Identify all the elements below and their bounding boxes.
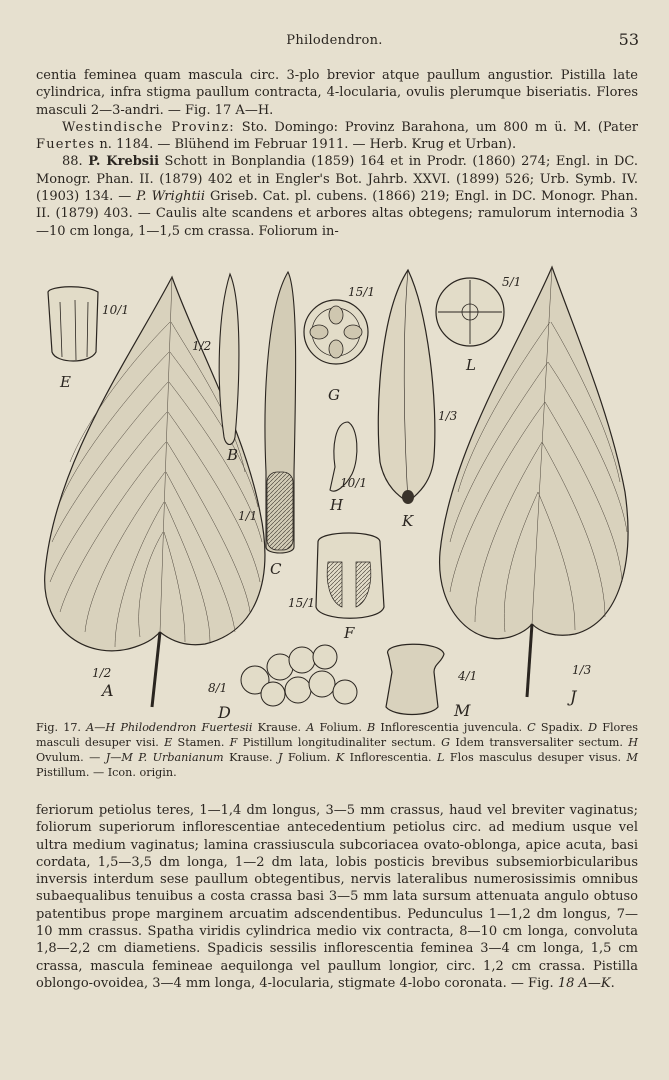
paragraph-krebsii bbox=[36, 153, 638, 239]
caption-text: Flores masculi desuper visi. bbox=[36, 721, 638, 749]
species-name: P. Krebsii bbox=[88, 154, 160, 170]
label-d: D bbox=[218, 703, 231, 722]
synonym-name: P. Wrightii bbox=[136, 189, 205, 205]
pistil-cross-section-g-drawing bbox=[304, 300, 368, 364]
caption-text: Folium. bbox=[282, 751, 336, 764]
scale-l: 5/1 bbox=[502, 275, 522, 289]
label-b: B bbox=[227, 446, 239, 464]
paragraph-krebsii-continued bbox=[36, 802, 638, 992]
spadix-c-drawing bbox=[265, 272, 296, 553]
caption-letter: A bbox=[306, 721, 315, 734]
caption-text: Inflorescentia juvencula. bbox=[375, 721, 528, 734]
caption-species-1: Philodendron Fuertesii bbox=[120, 721, 253, 734]
label-e: E bbox=[60, 373, 71, 391]
scale-d: 8/1 bbox=[208, 681, 228, 695]
caption-letter: L bbox=[437, 751, 445, 764]
caption-letter: E bbox=[164, 736, 173, 749]
label-f: F bbox=[344, 624, 355, 642]
scale-k: 1/3 bbox=[438, 409, 458, 423]
body-text-bottom bbox=[36, 802, 638, 992]
caption-range-2: J—M bbox=[105, 751, 133, 764]
label-k: K bbox=[402, 512, 414, 530]
scale-j: 1/3 bbox=[572, 663, 592, 677]
caption-text: Pistillum. — Icon. origin. bbox=[36, 766, 177, 779]
scale-a: 1/2 bbox=[92, 666, 112, 680]
stamen-e-drawing bbox=[48, 287, 98, 361]
sentence-end: . bbox=[610, 975, 615, 991]
citation-text: Schott in Bonplandia (1859) 164 et in Prodr. (1860) 274; Engl. in DC. Monogr. Phan. II. (1879) 402 et in Engler's Bot. Jahrb. XXVI. (1899) 526; Urb. Symb. IV. (1903) 134. — bbox=[36, 154, 638, 205]
caption-text: Pistillum longitudinaliter sectum. bbox=[237, 736, 442, 749]
body-text-top bbox=[36, 67, 638, 240]
label-a: A bbox=[102, 681, 114, 700]
figure-caption bbox=[36, 720, 638, 780]
label-g: G bbox=[328, 386, 340, 404]
specimen-text: n. 1184. — Blühend im Februar 1911. — Herb. Krug et Urban). bbox=[95, 137, 517, 153]
label-m: M bbox=[454, 701, 471, 720]
young-inflorescence-b-drawing bbox=[219, 274, 239, 445]
caption-text: Ovulum. — bbox=[36, 751, 106, 764]
caption-text: Stamen. bbox=[172, 736, 230, 749]
caption-letter: K bbox=[335, 751, 345, 764]
scale-e: 10/1 bbox=[102, 303, 129, 317]
caption-text: Flos masculus desuper visus. bbox=[444, 751, 627, 764]
caption-text: Inflorescentia. bbox=[344, 751, 438, 764]
locality-text: Sto. Domingo: Provinz Barahona, um 800 m ü. M. (Pater bbox=[234, 119, 638, 135]
inflorescence-k-drawing bbox=[378, 270, 435, 504]
page-number: 53 bbox=[618, 30, 639, 49]
label-l: L bbox=[466, 356, 476, 374]
label-j: J bbox=[570, 687, 577, 706]
caption-letter: J bbox=[278, 751, 283, 764]
scale-m: 4/1 bbox=[458, 669, 478, 683]
caption-text: Folium. bbox=[314, 721, 368, 734]
caption-fig-number: Fig. 17. bbox=[36, 721, 81, 734]
scale-f: 15/1 bbox=[288, 596, 315, 610]
caption-species-2: P. Urbanianum bbox=[138, 751, 224, 764]
scale-g: 15/1 bbox=[348, 285, 375, 299]
caption-letter: G bbox=[441, 736, 451, 749]
caption-text: Krause. bbox=[252, 721, 307, 734]
caption-text: Idem transversaliter sectum. bbox=[450, 736, 629, 749]
paragraph-distribution bbox=[36, 119, 638, 154]
paragraph-fuertesii-end: centia feminea quam mascula circ. 3-plo brevior atque paullum angustior. Pistilla late cylindrica, infra stigma paullum contracta, 4-locularia, ovulis plerumque biseriatis. Flores masculi 2—3-andri. — Fig. 17 A—H. bbox=[36, 68, 638, 118]
caption-range-1: A—H bbox=[86, 721, 116, 734]
label-h: H bbox=[330, 496, 344, 514]
province-label: Westindische Provinz: bbox=[62, 119, 235, 135]
description-continued: feriorum petiolus teres, 1—1,4 dm longus, 3—5 mm crassus, haud vel breviter vaginatus; foliorum superiorum inflorescentiae antecedentium petiolus circ. ad medium usque vel ultra medium vaginatus; lamina crassiuscula subcoriacea ovato-oblonga, apice acuta, basi cordata, 1,5—3,5 dm longa, 1—2 dm lata, lobis posticis brevibus subsemiorbicularibus inversis interdum sese paullum obtegentibus, nervis lateralibus numerosissimis omnibus subaequalibus tenuibus a costa crassa basi 3—5 mm lata sursum attenuata angulo obtuso patentibus prope marginem arcuatim adscendentibus. Pedunculus 1—1,2 dm longus, 7—10 mm crassus. Spatha viridis cylindrica medio vix contracta, 8—10 cm longa, convoluta 1,8—2,2 cm diametiens. Spadicis sessilis inflorescentia feminea 3—4 cm longa, 1,5 cm crassa, mascula femineae aequilonga vel paullum longior, circ. 1,2 cm crassa. Pistilla oblongo-ovoidea, 3—4 mm longa, 4-locularia, stigmate 4-lobo coronata. — Fig. bbox=[36, 803, 638, 991]
collector-name: Fuertes bbox=[36, 137, 96, 153]
caption-letter: C bbox=[527, 721, 536, 734]
male-flowers-d-drawing bbox=[241, 645, 357, 706]
male-flower-l-drawing bbox=[436, 278, 504, 346]
caption-letter: B bbox=[367, 721, 376, 734]
figure-reference: 18 A—K bbox=[557, 975, 611, 991]
running-title: Philodendron. bbox=[286, 33, 383, 48]
caption-text: Krause. bbox=[223, 751, 279, 764]
scale-c: 1/1 bbox=[238, 509, 258, 523]
botanical-figure bbox=[30, 262, 642, 722]
pistil-section-f-drawing bbox=[316, 533, 384, 618]
species-number: 88. bbox=[62, 154, 89, 170]
scale-b: 1/2 bbox=[192, 339, 212, 353]
label-c: C bbox=[270, 560, 282, 578]
caption-letter: M bbox=[626, 751, 638, 764]
caption-letter: H bbox=[628, 736, 638, 749]
caption-text: Spadix. bbox=[535, 721, 589, 734]
caption-letter: D bbox=[588, 721, 598, 734]
pistil-m-drawing bbox=[386, 644, 444, 714]
caption-letter: F bbox=[229, 736, 238, 749]
scale-h: 10/1 bbox=[340, 476, 367, 490]
description-text: Griseb. Cat. pl. cubens. (1866) 219; Engl. in DC. Monogr. Phan. II. (1879) 403. — Caulis alte scandens et arbores altas obtegens; ramulorum internodia 3—10 cm longa, 1—1,5 cm crassa. Foliorum in- bbox=[36, 189, 638, 239]
